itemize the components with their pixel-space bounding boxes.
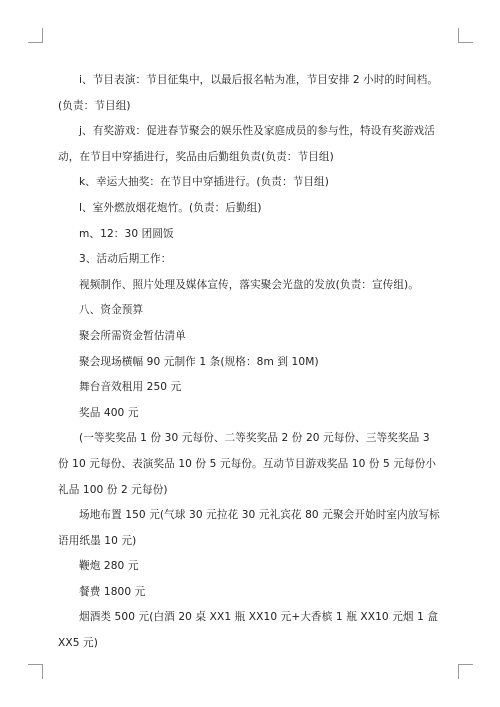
budget-item-banner: 聚会现场横幅 90 元制作 1 条(规格：8m 到 10M) (79, 355, 319, 368)
paragraph-lucky-draw: k、幸运大抽奖：在节目中穿插进行。(负责：节目组) (79, 176, 329, 189)
paragraph-budget-list-title: 聚会所需资金暂估清单 (79, 329, 186, 342)
budget-item-meals: 餐费 1800 元 (79, 585, 146, 598)
paragraph-program-performance: i、节目表演：节目征集中，以最后报名帖为准，节目安排 2 小时的时间档。(负责：节目组) (58, 74, 439, 112)
crop-mark-bottom-right (458, 664, 473, 679)
budget-item-prizes: 奖品 400 元 (79, 406, 139, 419)
budget-item-venue-decoration: 场地布置 150 元(气球 30 元拉花 30 元礼宾花 80 元聚会开始时室内放写标语用纸墨 10 元) (58, 509, 440, 547)
paragraph-fireworks: l、室外燃放烟花炮竹。(负责：后勤组) (79, 201, 262, 214)
paragraph-post-event-heading: 3、活动后期工作： (79, 253, 172, 266)
paragraph-reunion-dinner: m、12：30 团圆饭 (79, 227, 174, 240)
budget-item-prizes-detail: (一等奖奖品 1 份 30 元每份、二等奖奖品 2 份 20 元每份、三等奖奖品 3 份 10 元每份、表演奖品 10 份 5 元每份。互动节目游戏奖品 10 份 5 元每份小礼品 100 份 2 元每份) (58, 432, 437, 496)
budget-item-stage-audio: 舞台音效租用 250 元 (79, 381, 182, 394)
crop-mark-top-left (28, 28, 43, 43)
paragraph-media-publicity: 视频制作、照片处理及媒体宣传，落实聚会光盘的发放(负责：宣传组)。 (79, 278, 419, 291)
budget-item-firecrackers: 鞭炮 280 元 (79, 560, 139, 573)
crop-mark-bottom-left (28, 664, 43, 679)
crop-mark-top-right (458, 28, 473, 43)
budget-item-tobacco-alcohol: 烟酒类 500 元(白酒 20 桌 XX1 瓶 XX10 元+大香槟 1 瓶 XX10 元烟 1 盒 XX5 元) (58, 611, 439, 650)
document-body (58, 68, 442, 657)
section-heading-budget: 八、资金预算 (79, 304, 144, 317)
paragraph-prize-games: j、有奖游戏：促进春节聚会的娱乐性及家庭成员的参与性，特设有奖游戏活动，在节目中穿插进行，奖品由后勤组负责(负责：节目组) (58, 125, 435, 163)
